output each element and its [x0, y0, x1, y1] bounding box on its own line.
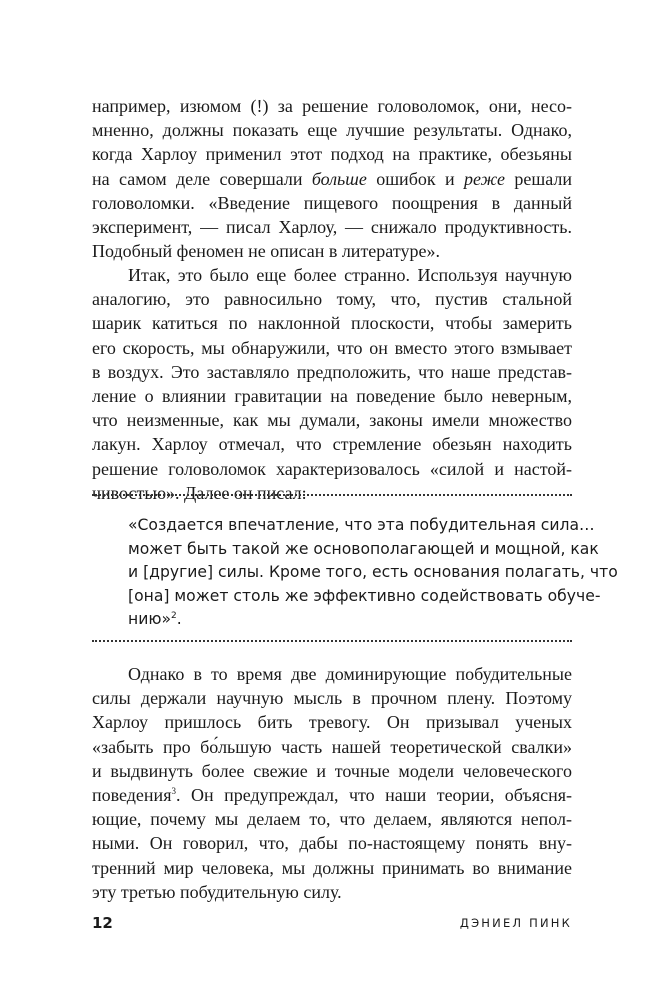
- text-line: нию»$^2$.: [128, 610, 182, 629]
- text-line: мненно, должны показать еще лучшие результаты. Однако,: [92, 120, 572, 141]
- footnote-ref: 2: [171, 611, 177, 622]
- text-line: Итак, это было еще более странно. Используя научную: [128, 265, 572, 285]
- blockquote: [128, 514, 618, 632]
- text-line: в воздух. Это заставляло предположить, что наше представ-: [92, 361, 572, 382]
- text-line: и [другие] силы. Кроме того, есть основания полагать, что: [128, 563, 618, 582]
- running-header-author: ДЭНИЕЛ ПИНК: [459, 916, 572, 930]
- text-line: [она] может столь же эффективно содействовать обуче-: [128, 586, 601, 605]
- paragraph-1: [92, 94, 572, 263]
- paragraph-3: [92, 662, 572, 904]
- text-line: Харлоу пришлось бить тревогу. Он призывал ученых: [92, 712, 572, 733]
- text-line: когда Харлоу применил этот подход на практике, обезьяны: [92, 144, 572, 165]
- text-line: тренний мир человека, мы должны принимать во внимание: [92, 857, 572, 878]
- footnote-ref: 3: [171, 786, 176, 797]
- paragraph-2: [92, 263, 572, 505]
- text-line: ными. Он говорил, что, дабы по-настоящему понять вну-: [92, 833, 572, 854]
- quote-top-divider: [92, 494, 572, 496]
- quote-bottom-divider: [92, 640, 572, 642]
- text-line: «Создается впечатление, что эта побудительная сила…: [128, 516, 595, 534]
- text-line: на самом деле совершали больше ошибок и реже решали: [92, 168, 572, 189]
- text-line: ющие, почему мы делаем то, что делаем, являются непол-: [92, 809, 572, 830]
- page-number: 12: [92, 914, 113, 932]
- text-line: его скорость, мы обнаружили, что он вместо этого взмывает: [92, 337, 572, 358]
- text-line: поведения$^3$. Он предупреждал, что наши теории, объясня-: [92, 785, 572, 806]
- text-line: например, изюмом (!) за решение головоломок, они, несо-: [92, 96, 572, 116]
- text-line: что неизменные, как мы думали, законы имели множество: [92, 410, 572, 431]
- page-footer: [92, 914, 572, 934]
- emphasis: реже: [463, 168, 506, 189]
- text-line: может быть такой же основополагающей и мощной, как: [128, 539, 599, 558]
- text-line: силы держали научную мысль в прочном плену. Поэтому: [92, 688, 572, 709]
- text-line: Однако в то время две доминирующие побудительные: [128, 664, 572, 684]
- text-line: головоломки. «Введение пищевого поощрения в данный: [92, 192, 572, 213]
- text-line: чивостью». Далее он писал:: [92, 482, 307, 503]
- text-line: лакун. Харлоу отмечал, что стремление обезьян находить: [92, 434, 572, 455]
- text-line: эту третью побудительную силу.: [92, 881, 342, 902]
- text-line: шарик катиться по наклонной плоскости, чтобы замерить: [92, 313, 572, 334]
- text-line: ление о влиянии гравитации на поведение было неверным,: [92, 386, 572, 407]
- text-line: эксперимент, — писал Харлоу, — снижало продуктивность.: [92, 217, 572, 238]
- text-line: «забыть про бо́льшую часть нашей теоретической свалки»: [92, 736, 572, 757]
- text-line: Подобный феномен не описан в литературе».: [92, 241, 440, 262]
- emphasis: больше: [311, 168, 367, 189]
- text-line: аналогию, это равносильно тому, что, пустив стальной: [92, 289, 572, 310]
- text-line: и выдвинуть более свежие и точные модели человеческого: [92, 760, 572, 781]
- text-line: решение головоломок характеризовалось «силой и настой-: [92, 458, 572, 479]
